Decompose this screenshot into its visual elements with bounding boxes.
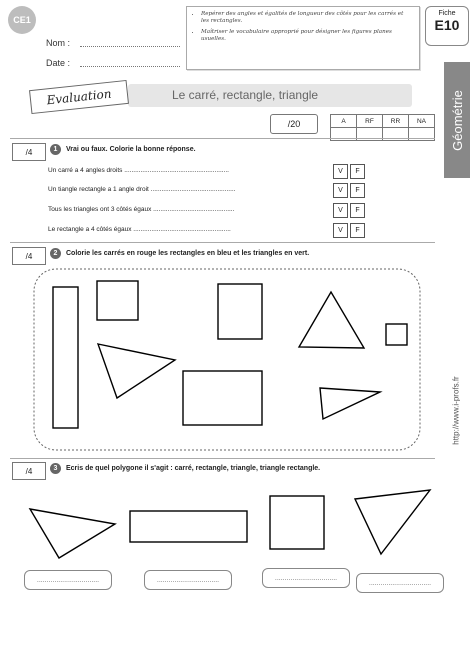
true-box[interactable]: V [333,183,348,198]
triangle-shape[interactable] [299,292,364,348]
statement-4: Le rectangle a 4 côtés égaux ...................................................... [48,226,231,233]
evaluation-stamp: Evaluation [29,80,129,114]
exercise3-number: 3 [50,463,61,474]
statement-2: Un tiangle rectangle a 1 angle droit ............................................... [48,186,236,193]
grade-header: NA [409,115,435,128]
tall-rectangle-shape[interactable] [53,287,78,428]
site-url [446,330,466,490]
answer-field-3[interactable]: ................................ [262,568,350,588]
exercise1-number: 1 [50,144,61,155]
exercise2-instruction: Colorie les carrés en rouge les rectangles en bleu et les triangles en vert. [66,250,310,257]
false-box[interactable]: F [350,203,365,218]
answer-field-2[interactable]: ................................ [144,570,232,590]
exercise2-score[interactable]: /4 [12,247,46,265]
page-title: Le carré, rectangle, triangle [172,88,319,102]
level-badge: CE1 [8,6,36,34]
rectangle-shape[interactable] [218,284,262,339]
wide-rectangle-shape[interactable] [183,371,262,425]
true-box[interactable]: V [333,203,348,218]
exercise1-instruction: Vrai ou faux. Colorie la bonne réponse. [66,146,196,153]
exercise3-instruction: Ecris de quel polygone il s'agit : carré, rectangle, triangle, triangle rectangle. [66,465,321,472]
ex3-triangle-shape [355,490,430,554]
subject-label: Géométrie [449,89,465,151]
grade-header: A [331,115,357,128]
grade-header: RF [357,115,383,128]
exercise1-score[interactable]: /4 [12,143,46,161]
false-box[interactable]: F [350,223,365,238]
false-box[interactable]: F [350,164,365,179]
ex3-rectangle-shape [130,511,247,542]
square-shape[interactable] [97,281,138,320]
divider [10,458,435,459]
true-box[interactable]: V [333,164,348,179]
statement-1: Un carré a 4 angles droits .......................................................... [48,167,229,174]
ex3-square-shape [270,496,324,549]
triangle-shape[interactable] [320,388,380,419]
skill-item: • Maîtriser le vocabulaire approprié pour désigner les figures planes usuelles. [201,29,413,43]
total-score-box[interactable]: /20 [270,114,318,134]
true-box[interactable]: V [333,223,348,238]
date-label: Date : [46,58,71,68]
answer-field-4[interactable]: ................................ [356,573,444,593]
fiche-code: E10 [434,17,460,33]
fiche-label: Fiche [438,10,456,17]
exercise3-score[interactable]: /4 [12,462,46,480]
triangle-shape[interactable] [98,344,175,398]
false-box[interactable]: F [350,183,365,198]
exercise2-number: 2 [50,248,61,259]
statement-3: Tous les triangles ont 3 côtés égaux ............................................. [48,206,235,213]
site-url-text: http://www.i-profs.fr [451,375,461,445]
grade-header: RR [383,115,409,128]
ex3-triangle-shape [30,509,115,558]
answer-field-1[interactable]: ................................ [24,570,112,590]
name-label: Nom : [46,38,71,48]
small-square-shape[interactable] [386,324,407,345]
skill-item: • Repérer des angles et égalités de longueur des côtés pour les carrés et les rectangles. [201,11,413,25]
